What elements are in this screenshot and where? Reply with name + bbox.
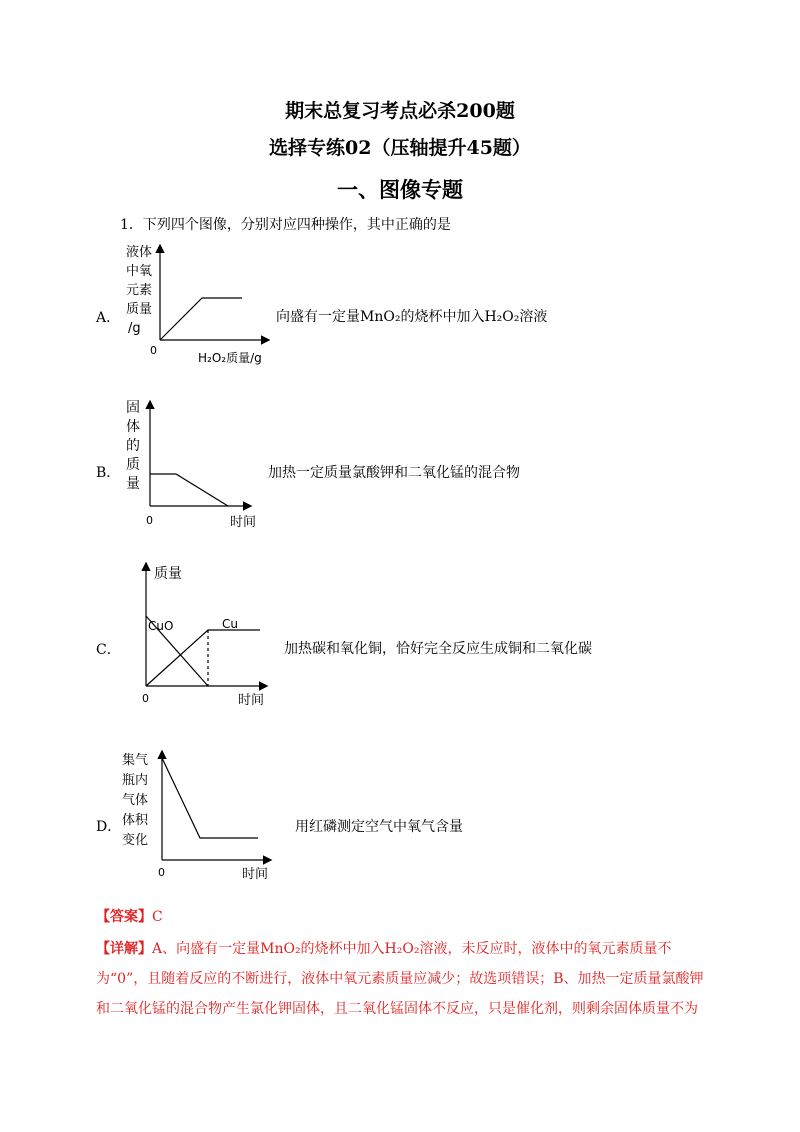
x-axis-label: 时间: [238, 693, 265, 708]
origin-label: 0: [142, 692, 149, 705]
y-label-line: 质: [126, 457, 140, 473]
option-d-description: 用红磷测定空气中氧气含量: [295, 819, 463, 835]
option-c-graph: [130, 558, 280, 710]
answer-tag: 【答案】: [96, 909, 152, 925]
option-c-label: C．: [96, 642, 121, 658]
y-label-line: /g: [128, 321, 141, 336]
option-a-label: A．: [96, 310, 121, 326]
y-label-line: 体积: [122, 813, 149, 828]
option-b-description: 加热一定质量氯酸钾和二氧化锰的混合物: [268, 465, 520, 481]
option-d-label: D．: [96, 819, 122, 835]
option-a-description: 向盛有一定量MnO₂的烧杯中加入H₂O₂溶液: [276, 309, 548, 325]
page-subtitle: 选择专练02（压轴提升45题）: [269, 137, 531, 159]
detail-text: A、向盛有一定量MnO₂的烧杯中加入H₂O₂溶液，未反应时，液体中的氧元素质量不为“0”，且随着反应的不断进行，液体中氧元素质量应减少；故选项错误；B、加热一定质量氯酸钾和二氧化锰的混合物产生氯化钾固体，且二氧化锰固体不反应，只是催化剂，则剩余固体质量不为: [96, 941, 704, 1017]
option-c-description: 加热碳和氧化铜，恰好完全反应生成铜和二氧化碳: [284, 641, 592, 657]
y-label-line: 集气: [122, 753, 149, 768]
origin-label: 0: [146, 514, 153, 527]
y-axis-label: 质量: [154, 566, 182, 582]
cu-label: Cu: [222, 617, 238, 631]
cuo-label: CuO: [148, 619, 174, 633]
y-label-line: 体: [126, 419, 140, 435]
detail-tag: 【详解】: [96, 941, 152, 957]
y-label-line: 液体: [126, 245, 153, 260]
option-a-graph: [118, 238, 278, 368]
cu-line: [146, 630, 260, 686]
answer-value: C: [152, 909, 163, 925]
curve-line: [160, 298, 242, 340]
origin-label: 0: [150, 344, 157, 357]
origin-label: 0: [158, 866, 165, 879]
x-axis-label: 时间: [242, 867, 269, 882]
y-label-line: 气体: [122, 793, 149, 808]
option-b-graph: [120, 396, 280, 531]
y-label-line: 固: [126, 400, 140, 416]
curve-line: [162, 758, 258, 838]
y-label-line: 质量: [126, 302, 153, 317]
x-axis-label: H₂O₂质量/g: [198, 351, 262, 365]
explanation: [96, 934, 708, 1024]
option-d-graph: [118, 746, 278, 882]
section-heading: 一、图像专题: [337, 177, 463, 202]
question-text: 1．下列四个图像，分别对应四种操作，其中正确的是: [120, 217, 451, 233]
option-b-label: B．: [96, 465, 121, 481]
y-label-line: 元素: [126, 283, 153, 298]
y-label-line: 的: [126, 438, 140, 454]
y-label-line: 量: [126, 476, 140, 492]
y-label-line: 中氧: [126, 264, 153, 279]
page-title: 期末总复习考点必杀200题: [285, 100, 515, 122]
answer-line: [96, 906, 163, 926]
curve-line: [150, 474, 228, 506]
y-label-line: 变化: [122, 833, 149, 848]
x-axis-label: 时间: [230, 515, 257, 530]
y-label-line: 瓶内: [122, 773, 149, 788]
